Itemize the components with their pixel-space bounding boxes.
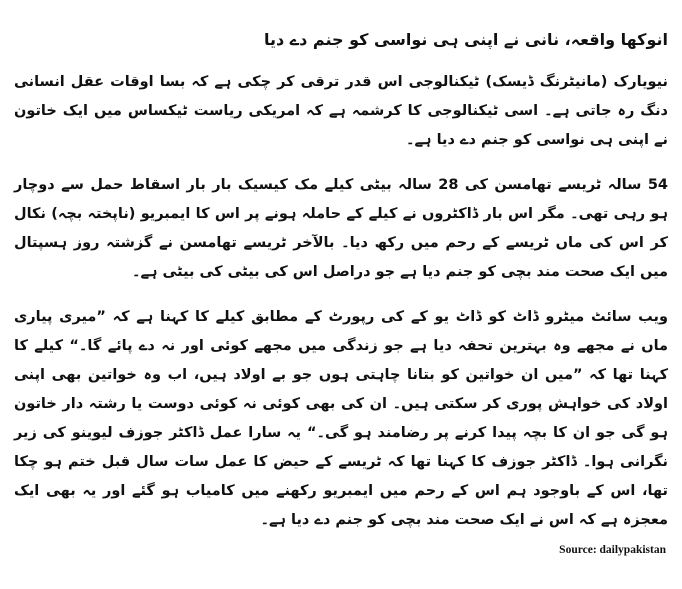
source-credit: Source: dailypakistan — [559, 544, 666, 556]
paragraph-quotes: ویب سائٹ میٹرو ڈاٹ کو ڈاٹ یو کے کی رپورٹ کے مطابق کیلے کا کہنا ہے کہ ”میری پیاری ماں نے مجھے وہ بہترین تحفہ دیا ہے جو زندگی میں مجھے کوئی اور نہ دے پائے گا۔“ کیلے کا کہنا تھا کہ ”میں ان خواتین کو بتانا چاہتی ہوں جو بے اولاد ہیں، اب وہ خواتین بھی اپنی اولاد کی خواہش پوری کر سکتی ہیں۔ ان کی بھی کوئی نہ کوئی دوست یا رشتہ دار خاتون ہو گی جو ان کا بچہ پیدا کرنے پر رضامند ہو گی۔“ یہ سارا عمل ڈاکٹر جوزف لیوینو کی زیر نگرانی ہوا۔ ڈاکٹر جوزف کا کہنا تھا کہ ٹریسے کے حیض کا عمل سات سال قبل ختم ہو چکا تھا، اس کے باوجود ہم اس کے رحم میں ایمبریو رکھنے میں کامیاب ہو گئے اور یہ بھی ایک معجزہ ہے کہ اس نے ایک صحت مند بچی کو جنم دے دیا ہے۔ — [14, 309, 668, 528]
paragraph-intro: نیویارک (مانیٹرنگ ڈیسک) ٹیکنالوجی اس قدر ترقی کر چکی ہے کہ بسا اوقات عقل انسانی دنگ رہ جاتی ہے۔ اسی ٹیکنالوجی کا کرشمہ ہے کہ امریکی ریاست ٹیکساس میں ایک خاتون نے اپنی ہی نواسی کو جنم دے دیا ہے۔ — [14, 74, 668, 148]
article — [14, 10, 668, 551]
paragraph-details: 54 سالہ ٹریسے تھامسن کی 28 سالہ بیٹی کیلے مک کیسیک بار بار اسقاط حمل سے دوچار ہو رہی تھی۔ مگر اس بار ڈاکٹروں نے کیلے کے حاملہ ہونے پر اس کا ایمبریو (ناپختہ بچہ) نکال کر اس کی ماں ٹریسے کے رحم میں رکھ دیا۔ بالآخر ٹریسے تھامسن نے گزشتہ روز ہسپتال میں ایک صحت مند بچی کو جنم دیا ہے جو دراصل اس کی بیٹی کی بیٹی ہے۔ — [14, 177, 669, 280]
article-title: انوکھا واقعہ، نانی نے اپنی ہی نواسی کو جنم دے دیا — [263, 30, 668, 49]
